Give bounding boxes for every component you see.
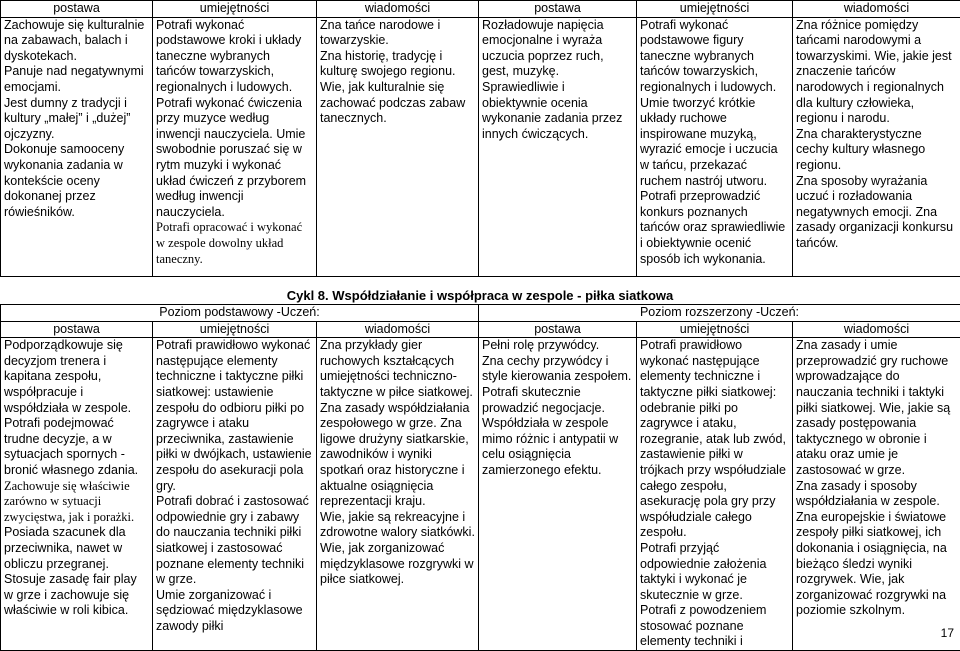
cell-paragraph: Zna różnice pomiędzy tańcami narodowymi a towarzyskimi. Wie, jakie jest znaczenie tańców narodowych i regionalnych dla kultury człowieka, regionu i narodu. [796,18,957,127]
cycle8-title: Cykl 8. Współdziałanie i współpraca w zespole - piłka siatkowa [0,288,960,304]
cell-paragraph: Zna zasady i sposoby współdziałania w zespole. [796,479,957,510]
cycle8-wiadomosci-ext-cell [793,338,960,651]
cell-paragraph: Pełni rolę przywódcy. [482,338,633,354]
cycle8-postawa-cell [1,338,153,651]
cycle8-postawa-ext-cell [479,338,637,651]
cell-paragraph: Potrafi z powodzeniem stosować poznane elementy techniki i [640,603,789,650]
cell-paragraph: Potrafi wykonać ćwiczenia przy muzyce według inwencji nauczyciela. Umie swobodnie poruszać się w rytm muzyki i wykonać układ ćwiczeń z przyborem według inwencji nauczyciela. [156,96,313,221]
header-cell: umiejętności [153,321,317,338]
cell-paragraph: Zna sposoby wyrażania uczuć i rozładowania negatywnych emocji. Zna zasady organizacji konkursu tańców. [796,174,957,252]
cell-paragraph: Zna historię, tradycję i kulturę swojego regionu. [320,49,475,80]
cell-paragraph: Potrafi przeprowadzić konkurs poznanych tańców oraz sprawiedliwie i obiektywnie ocenić sposób ich wykonania. [640,189,789,267]
cell-paragraph: Potrafi wykonać podstawowe figury taneczne wybranych tańców towarzyskich, regionalnych i ludowych. [640,18,789,96]
cycle7-umiejetnosci-ext-cell [637,17,793,276]
cycle8-content-row [1,338,960,651]
cell-paragraph: Umie tworzyć krótkie układy ruchowe inspirowane muzyką, wyrazić emocje i uczucia w tańcu, przekazać ruchem nastrój utworu. [640,96,789,190]
cycle8-umiejetnosci-cell [153,338,317,651]
page-number: 17 [941,626,954,640]
cell-paragraph: Zna europejskie i światowe zespoły piłki siatkowej, ich dokonania i osiągnięcia, na bieżąco śledzi wyniki rozgrywek. Wie, jak zorganizować rozgrywki na poziomie szkolnym. [796,510,957,619]
cell-paragraph: Wie, jakie są rekreacyjne i zdrowotne walory siatkówki. [320,510,475,541]
header-cell: postawa [1,321,153,338]
cell-paragraph: Potrafi prawidłowo wykonać następujące elementy techniczne i taktyczne piłki siatkowej: odebranie piłki po zagrywce i ataku, rozegranie, atak lub zwód, zastawienie piłki w trójkach przy współudziale całego zespołu, asekurację pola gry przy współudziale całego zespołu. [640,338,789,541]
cell-paragraph: Podporządkowuje się decyzjom trenera i kapitana zespołu, współpracuje i współdziała w zespole. [4,338,149,416]
cell-paragraph: Zna cechy przywódcy i style kierowania zespołem. [482,354,633,385]
level-row [1,305,960,322]
cell-paragraph: Wie, jak zorganizować międzyklasowe rozgrywki w piłce siatkowej. [320,541,475,588]
cell-paragraph: Sprawiedliwie i obiektywnie ocenia wykonanie zadania przez innych ćwiczących. [482,80,633,142]
cell-paragraph: Potrafi przyjąć odpowiednie założenia taktyki i wykonać je skutecznie w grze. [640,541,789,603]
header-row-bottom [1,321,960,338]
cell-paragraph: Potrafi prawidłowo wykonać następujące elementy techniczne i taktyczne piłki siatkowej: ustawienie zespołu do odbioru piłki po zagrywce i ataku przeciwnika, zastawienie piłki w dwójkach, ustawienie zespołu do asekuracji pola gry. [156,338,313,494]
cell-paragraph: Potrafi opracować i wykonać w zespole dowolny układ taneczny. [156,220,313,267]
header-cell: wiadomości [793,1,960,18]
header-cell: umiejętności [153,1,317,18]
cell-paragraph: Zna zasady i umie przeprowadzić gry ruchowe wprowadzające do nauczania techniki i taktyki piłki siatkowej. Wie, jakie są zasady postępowania taktycznego w obronie i ataku oraz umie je zastosować w grze. [796,338,957,478]
cell-paragraph: Umie zorganizować i sędziować międzyklasowe zawody piłki [156,588,313,635]
header-cell: umiejętności [637,321,793,338]
header-cell: wiadomości [793,321,960,338]
cell-paragraph: Zna przykłady gier ruchowych kształcących umiejętności techniczno-taktyczne w piłce siatkowej. [320,338,475,400]
cell-paragraph: Rozładowuje napięcia emocjonalne i wyraża uczucia poprzez ruch, gest, muzykę. [482,18,633,80]
header-cell: postawa [479,321,637,338]
cell-paragraph: Współdziała w zespole mimo różnic i antypatii w celu osiągnięcia zamierzonego efektu. [482,416,633,478]
header-cell: umiejętności [637,1,793,18]
cell-paragraph: Panuje nad negatywnymi emocjami. [4,64,149,95]
header-cell: wiadomości [317,321,479,338]
cycle8-table [0,304,960,651]
cycle8-umiejetnosci-ext-cell [637,338,793,651]
header-row-top [1,1,960,18]
header-cell: wiadomości [317,1,479,18]
cell-paragraph: Posiada szacunek dla przeciwnika, nawet w obliczu przegranej. Stosuje zasadę fair play w grze i zachowuje się właściwie w roli kibica. [4,525,149,619]
cycle8-wiadomosci-cell [317,338,479,651]
cell-paragraph: Zna zasady współdziałania zespołowego w grze. Zna ligowe drużyny siatkarskie, zawodników i wyniki spotkań oraz historyczne i aktualne osiągnięcia reprezentacji kraju. [320,401,475,510]
cell-paragraph: Wie, jak kulturalnie się zachować podczas zabaw tanecznych. [320,80,475,127]
cell-paragraph: Potrafi podejmować trudne decyzje, a w sytuacjach spornych - bronić własnego zdania. [4,416,149,478]
cell-paragraph: Potrafi dobrać i zastosować odpowiednie gry i zabawy do nauczania techniki piłki siatkowej i zastosować poznane elementy techniki w grze. [156,494,313,588]
cell-paragraph: Dokonuje samooceny wykonania zadania w kontekście oceny dokonanej przez rówieśników. [4,142,149,220]
cell-paragraph: Jest dumny z tradycji i kultury „małej” i „dużej” ojczyzny. [4,96,149,143]
cycle7-wiadomosci-ext-cell [793,17,960,276]
header-cell: postawa [479,1,637,18]
cycle7-table [0,0,960,277]
cycle7-wiadomosci-cell [317,17,479,276]
cycle7-umiejetnosci-cell [153,17,317,276]
cell-paragraph: Zachowuje się kulturalnie na zabawach, balach i dyskotekach. [4,18,149,65]
cell-paragraph: Zachowuje się właściwie zarówno w sytuacji zwycięstwa, jak i porażki. [4,479,149,526]
cell-paragraph: Zna charakterystyczne cechy kultury własnego regionu. [796,127,957,174]
cell-paragraph: Zna tańce narodowe i towarzyskie. [320,18,475,49]
level-basic-cell: Poziom podstawowy -Uczeń: [1,305,479,322]
cycle7-postawa-ext-cell [479,17,637,276]
header-cell: postawa [1,1,153,18]
cycle7-content-row [1,17,960,276]
cycle7-postawa-cell [1,17,153,276]
cell-paragraph: Potrafi skutecznie prowadzić negocjacje. [482,385,633,416]
level-extended-cell: Poziom rozszerzony -Uczeń: [479,305,960,322]
cell-paragraph: Potrafi wykonać podstawowe kroki i układy taneczne wybranych tańców towarzyskich, regionalnych i ludowych. [156,18,313,96]
